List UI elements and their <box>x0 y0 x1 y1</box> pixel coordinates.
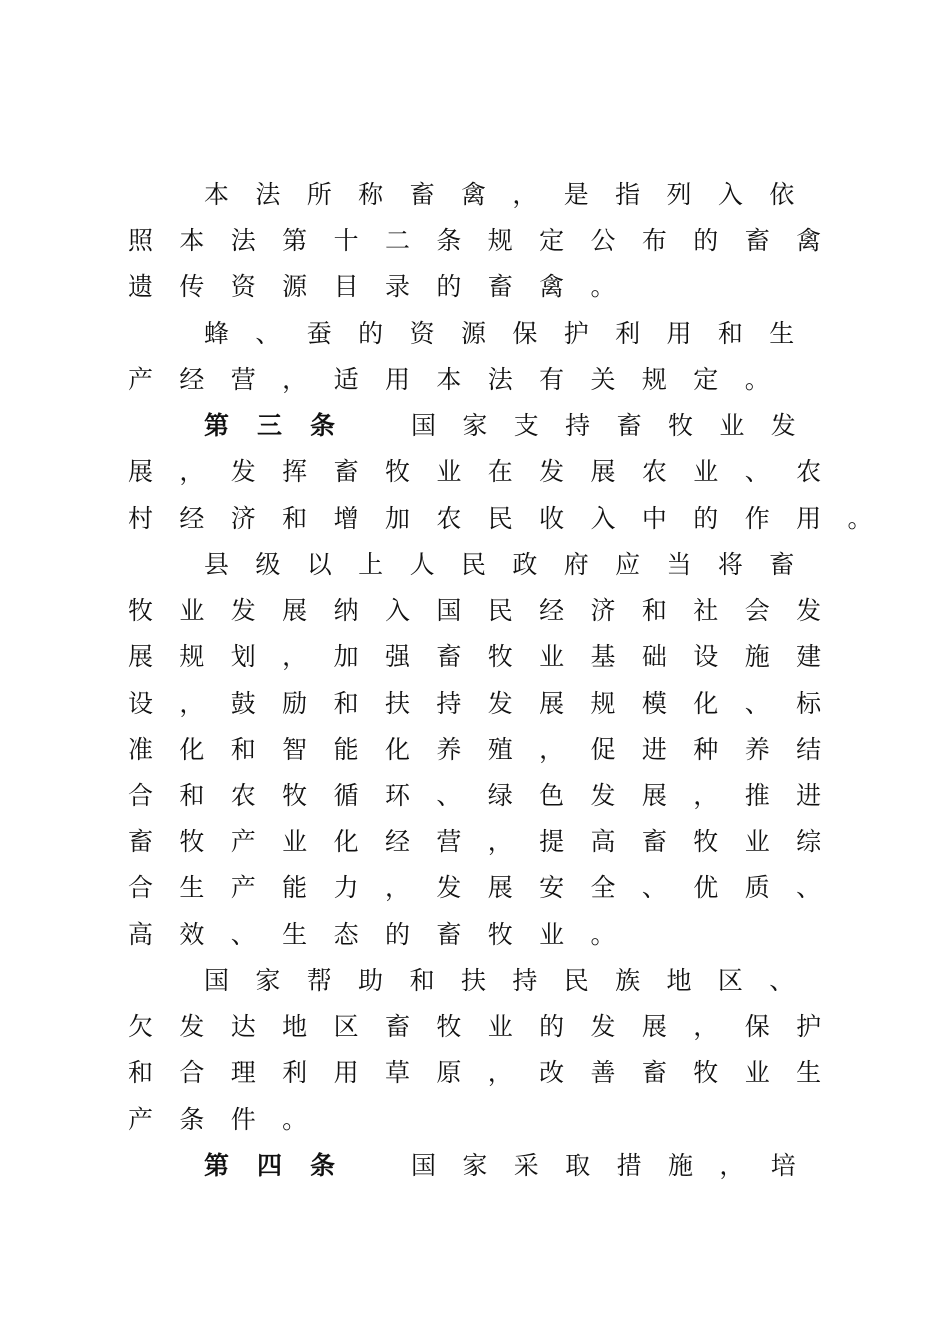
text-line <box>204 312 821 352</box>
line-text: 高 效 、 生 态 的 畜 牧 业 。 <box>128 920 616 949</box>
article-line <box>204 404 822 444</box>
line-text: 合 生 产 能 力 ， 发 展 安 全 、 优 质 、 <box>128 873 822 902</box>
line-text: 县 级 以 上 人 民 政 府 应 当 将 畜 <box>204 550 795 579</box>
line-text: 展 规 划 ， 加 强 畜 牧 业 基 础 设 施 建 <box>128 642 822 671</box>
line-text: 蜂 、 蚕 的 资 源 保 护 利 用 和 生 <box>204 319 795 348</box>
line-text: 产 经 营 ， 适 用 本 法 有 关 规 定 。 <box>128 365 770 394</box>
text-line <box>128 635 847 675</box>
text-line <box>128 450 847 490</box>
text-line <box>204 543 821 583</box>
text-line <box>128 497 899 537</box>
text-line <box>128 913 642 953</box>
line-text: 村 经 济 和 增 加 农 民 收 入 中 的 作 用 。 <box>128 504 873 533</box>
text-line <box>128 728 847 768</box>
text-line <box>204 173 821 213</box>
text-line <box>128 589 847 629</box>
line-text: 合 和 农 牧 循 环 、 绿 色 发 展 ， 推 进 <box>128 781 822 810</box>
text-line <box>128 265 642 305</box>
text-line <box>128 1051 847 1091</box>
line-text: 国 家 帮 助 和 扶 持 民 族 地 区 、 <box>204 966 795 995</box>
line-text: 准 化 和 智 能 化 养 殖 ， 促 进 种 养 结 <box>128 735 822 764</box>
text-line <box>128 1005 847 1045</box>
article-heading: 第 四 条 <box>204 1151 336 1180</box>
line-text: 畜 牧 产 业 化 经 营 ， 提 高 畜 牧 业 综 <box>128 827 822 856</box>
line-text: 设 ， 鼓 励 和 扶 持 发 展 规 模 化 、 标 <box>128 689 822 718</box>
article-heading: 第 三 条 <box>204 411 336 440</box>
line-text: 遗 传 资 源 目 录 的 畜 禽 。 <box>128 272 616 301</box>
text-line <box>128 1098 334 1138</box>
article-line <box>204 1144 822 1184</box>
line-text: 和 合 理 利 用 草 原 ， 改 善 畜 牧 业 生 <box>128 1058 822 1087</box>
text-line <box>128 774 847 814</box>
line-text: 展 ， 发 挥 畜 牧 业 在 发 展 农 业 、 农 <box>128 457 822 486</box>
text-line <box>128 219 847 259</box>
line-text: 本 法 所 称 畜 禽 ， 是 指 列 入 依 <box>204 180 795 209</box>
text-line <box>128 820 847 860</box>
line-text: 欠 发 达 地 区 畜 牧 业 的 发 展 ， 保 护 <box>128 1012 822 1041</box>
line-text: 国 家 支 持 畜 牧 业 发 <box>411 411 796 440</box>
text-line <box>128 682 847 722</box>
text-line <box>204 959 821 999</box>
line-text: 国 家 采 取 措 施 ， 培 <box>411 1151 796 1180</box>
text-line <box>128 866 847 906</box>
line-text: 牧 业 发 展 纳 入 国 民 经 济 和 社 会 发 <box>128 596 822 625</box>
line-text: 照 本 法 第 十 二 条 规 定 公 布 的 畜 禽 <box>128 226 822 255</box>
line-text: 产 条 件 。 <box>128 1105 308 1134</box>
text-line <box>128 358 796 398</box>
